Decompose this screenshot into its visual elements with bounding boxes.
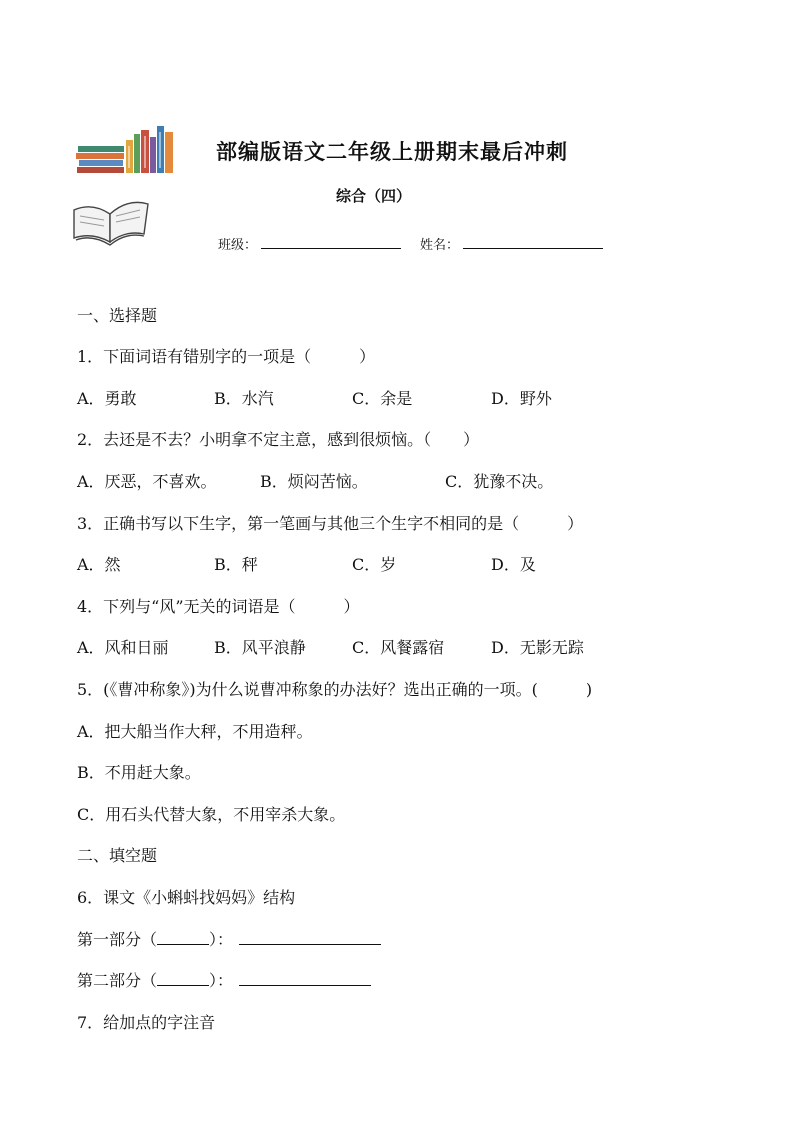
question-1-option-d[interactable]: D．野外 <box>491 389 552 408</box>
question-7-stem: 7．给加点的字注音 <box>77 1013 216 1032</box>
question-2-option-a[interactable]: A．厌恶，不喜欢。 <box>77 472 217 491</box>
section-heading-choice: 一、选择题 <box>77 306 158 325</box>
question-3-option-d[interactable]: D．及 <box>491 555 536 574</box>
question-3-options <box>77 555 677 575</box>
books-illustration <box>74 122 176 174</box>
question-1-option-b[interactable]: B．水汽 <box>214 389 274 408</box>
question-2-option-c[interactable]: C．犹豫不决。 <box>445 472 554 491</box>
class-label: 班级： <box>218 238 258 253</box>
question-3-option-b[interactable]: B．秤 <box>214 555 258 574</box>
question-4-option-d[interactable]: D．无影无踪 <box>491 638 584 657</box>
section-heading-fill: 二、填空题 <box>77 846 158 865</box>
class-field[interactable] <box>261 234 401 249</box>
question-3-option-a[interactable]: A．然 <box>77 555 121 574</box>
name-field[interactable] <box>463 234 603 249</box>
page-subtitle: 综合（四） <box>336 187 412 205</box>
question-3-option-c[interactable]: C．岁 <box>352 555 397 574</box>
question-4-options <box>77 638 677 658</box>
question-1-option-a[interactable]: A．勇敢 <box>77 389 137 408</box>
question-1-options <box>77 389 677 409</box>
question-4-stem: 4．下列与“风”无关的词语是（ ） <box>77 597 360 616</box>
part-2-range-blank[interactable] <box>157 985 209 986</box>
part-1-summary-blank[interactable] <box>239 944 381 945</box>
name-label: 姓名： <box>420 238 460 253</box>
question-3-stem: 3．正确书写以下生字，第一笔画与其他三个生字不相同的是（ ） <box>77 514 584 533</box>
question-6-part-1 <box>77 930 381 950</box>
open-book-illustration <box>70 192 152 248</box>
question-4-option-b[interactable]: B．风平浪静 <box>214 638 306 657</box>
question-2-stem: 2．去还是不去？小明拿不定主意，感到很烦恼。（ ） <box>77 430 480 449</box>
question-6-stem: 6．课文《小蝌蚪找妈妈》结构 <box>77 888 296 907</box>
question-1-stem: 1．下面词语有错别字的一项是（ ） <box>77 347 376 366</box>
question-6-part-2 <box>77 971 371 991</box>
part-1-label: 第一部分（ <box>77 930 158 949</box>
question-4-option-c[interactable]: C．风餐露宿 <box>352 638 445 657</box>
part-2-summary-blank[interactable] <box>239 985 371 986</box>
part-2-close: ）： <box>209 971 234 990</box>
part-2-label: 第二部分（ <box>77 971 158 990</box>
part-1-close: ）： <box>209 930 234 949</box>
question-1-option-c[interactable]: C．余是 <box>352 389 413 408</box>
question-5-option-b[interactable]: B．不用赶大象。 <box>77 763 201 782</box>
question-2-option-b[interactable]: B．烦闷苦恼。 <box>260 472 368 491</box>
question-5-option-c[interactable]: C．用石头代替大象，不用宰杀大象。 <box>77 805 346 824</box>
question-5-option-a[interactable]: A．把大船当作大秤，不用造秤。 <box>77 722 313 741</box>
question-2-options <box>77 472 677 492</box>
page-title: 部编版语文二年级上册期末最后冲刺 <box>216 140 568 164</box>
question-5-stem: 5．(《曹冲称象》)为什么说曹冲称象的办法好？选出正确的一项。( ) <box>77 680 593 699</box>
part-1-range-blank[interactable] <box>157 944 209 945</box>
question-4-option-a[interactable]: A．风和日丽 <box>77 638 169 657</box>
